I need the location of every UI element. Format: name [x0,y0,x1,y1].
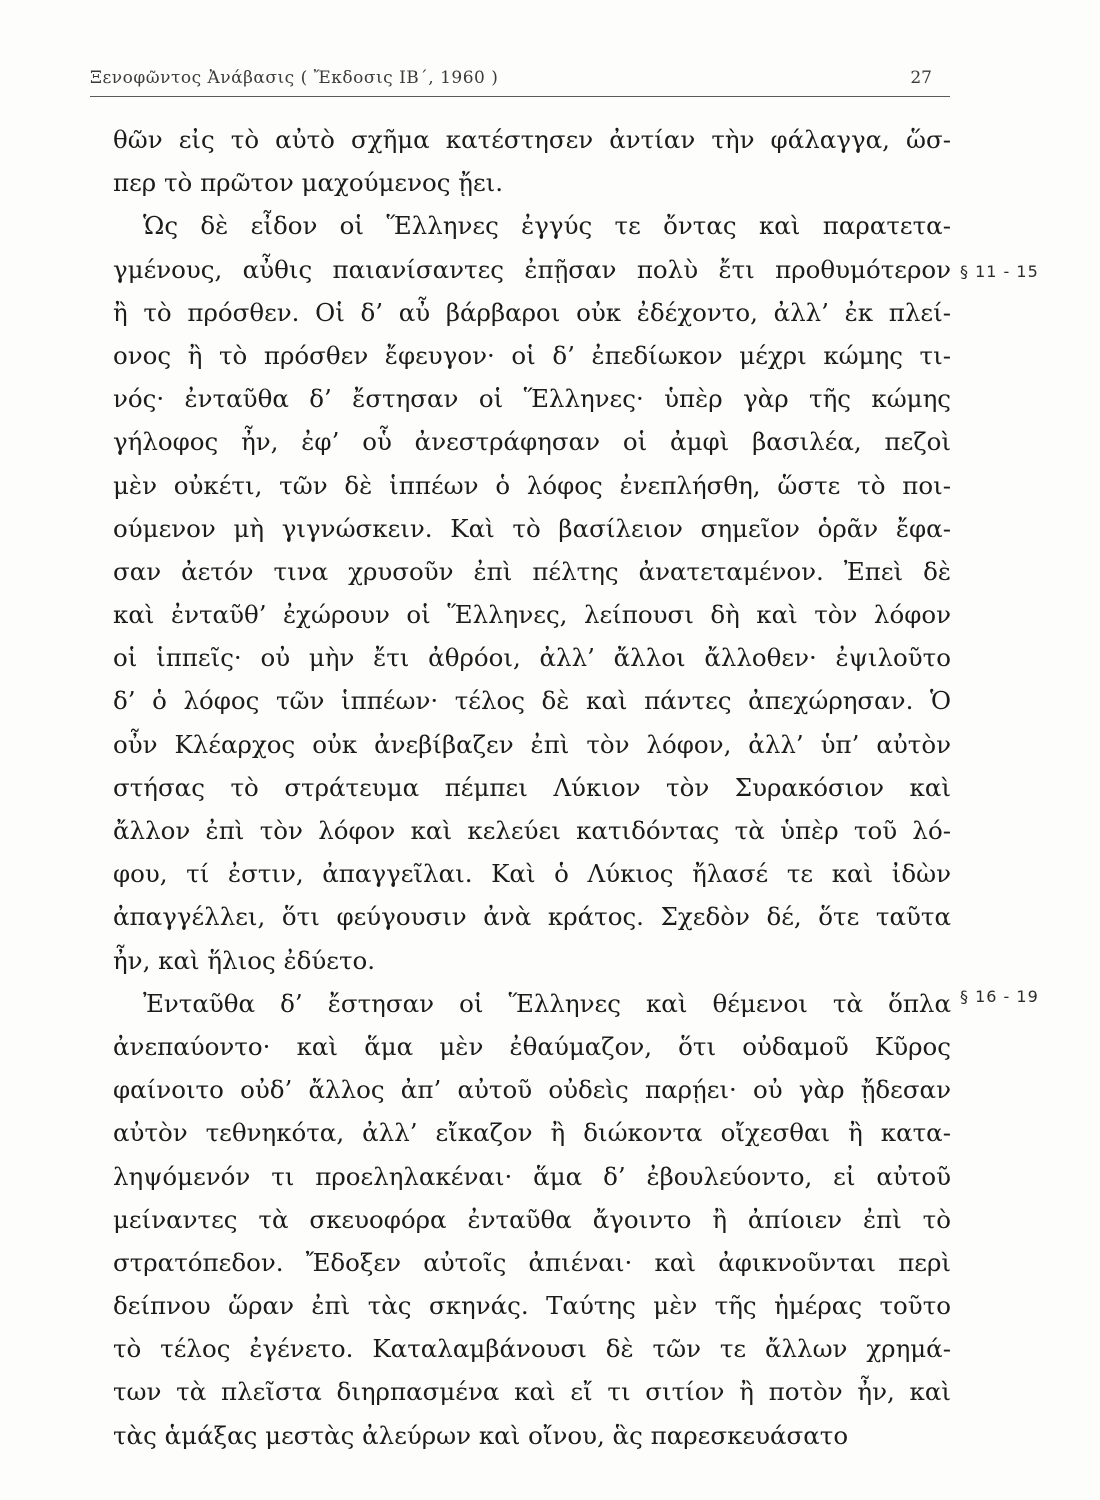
text-line: ονος ἢ τὸ πρόσθεν ἔφευγον· οἱ δ’ ἐπεδίωκον μέχρι κώμης τι- [113,340,951,370]
text-line: ἄλλον ἐπὶ τὸν λόφον καὶ κελεύει κατιδόντας τὰ ὑπὲρ τοῦ λό- [113,816,951,845]
text-line: γμένους, αὖθις παιανίσαντες ἐπῇσαν πολὺ ἔτι προθυμότερον [113,254,951,284]
section-ref: § 16 - 19 [960,987,1039,1006]
text-line: των τὰ πλεῖστα διηρπασμένα καὶ εἴ τι σιτίον ἢ ποτὸν ἦν, καὶ [113,1377,951,1407]
section-ref: § 11 - 15 [960,262,1039,281]
text-line: καὶ ἐνταῦθ’ ἐχώρουν οἱ Ἕλληνες, λείπουσι δὴ καὶ τὸν λόφον [113,600,951,630]
text-line: οἱ ἱππεῖς· οὐ μὴν ἔτι ἀθρόοι, ἀλλ’ ἄλλοι ἄλλοθεν· ἐψιλοῦτο [113,643,951,673]
text-line: ἀνεπαύοντο· καὶ ἅμα μὲν ἐθαύμαζον, ὅτι οὐδαμοῦ Κῦρος [113,1031,951,1061]
running-title: Ξενοφῶντος Ἀνάβασις ( Ἔκδοσις ΙΒ΄, 1960 ) [90,68,499,88]
text-line: ἢ τὸ πρόσθεν. Οἱ δ’ αὖ βάρβαροι οὐκ ἐδέχοντο, ἀλλ’ ἐκ πλεί- [113,297,951,327]
text-line: φαίνοιτο οὐδ’ ἄλλος ἀπ’ αὐτοῦ οὐδεὶς παρῄει· οὐ γὰρ ᾔδεσαν [113,1075,951,1105]
text-line: Ἐνταῦθα δ’ ἔστησαν οἱ Ἕλληνες καὶ θέμενοι τὰ ὅπλα [143,988,951,1018]
text-line: γήλοφος ἦν, ἐφ’ οὗ ἀνεστράφησαν οἱ ἀμφὶ βασιλέα, πεζοὶ [113,427,951,457]
text-line: φου, τί ἐστιν, ἀπαγγεῖλαι. Καὶ ὁ Λύκιος ἤλασέ τε καὶ ἰδὼν [113,859,951,889]
text-line: αὐτὸν τεθνηκότα, ἀλλ’ εἴκαζον ἢ διώκοντα οἴχεσθαι ἢ κατα- [113,1118,951,1148]
text-line: νός· ἐνταῦθα δ’ ἔστησαν οἱ Ἕλληνες· ὑπὲρ γὰρ τῆς κώμης [113,384,951,414]
text-line: σαν ἀετόν τινα χρυσοῦν ἐπὶ πέλτης ἀνατεταμένον. Ἐπεὶ δὲ [113,556,951,586]
text-line: μείναντες τὰ σκευοφόρα ἐνταῦθα ἄγοιντο ἢ ἀπίοιεν ἐπὶ τὸ [113,1204,951,1234]
text-line: περ τὸ πρῶτον μαχούμενος ᾔει. [113,168,504,198]
text-line: οὖν Κλέαρχος οὐκ ἀνεβίβαζεν ἐπὶ τὸν λόφον, ἀλλ’ ὑπ’ αὐτὸν [113,729,951,759]
text-line: ούμενον μὴ γιγνώσκειν. Καὶ τὸ βασίλειον σημεῖον ὁρᾶν ἔφα- [113,513,951,543]
text-line: ληψόμενόν τι προεληλακέναι· ἅμα δ’ ἐβουλεύοντο, εἰ αὐτοῦ [113,1161,951,1191]
text-line: στρατόπεδον. Ἔδοξεν αὐτοῖς ἀπιέναι· καὶ ἀφικνοῦνται περὶ [113,1247,951,1277]
text-line: τὰς ἁμάξας μεστὰς ἀλεύρων καὶ οἴνου, ἃς παρεσκευάσατο [113,1420,849,1450]
text-line: ἀπαγγέλλει, ὅτι φεύγουσιν ἀνὰ κράτος. Σχεδὸν δέ, ὅτε ταῦτα [113,902,951,932]
text-line: μὲν οὐκέτι, τῶν δὲ ἱππέων ὁ λόφος ἐνεπλήσθη, ὥστε τὸ ποι- [113,470,951,500]
body-text [113,118,951,1457]
text-line: δείπνου ὥραν ἐπὶ τὰς σκηνάς. Ταύτης μὲν τῆς ἡμέρας τοῦτο [113,1291,951,1321]
text-line: Ὡς δὲ εἶδον οἱ Ἕλληνες ἐγγύς τε ὄντας καὶ παρατετα- [143,211,951,241]
text-line: στήσας τὸ στράτευμα πέμπει Λύκιον τὸν Συρακόσιον καὶ [113,772,951,802]
page-number: 27 [910,68,932,88]
text-line: τὸ τέλος ἐγένετο. Καταλαμβάνουσι δὲ τῶν τε ἄλλων χρημά- [113,1334,951,1364]
text-line: δ’ ὁ λόφος τῶν ἱππέων· τέλος δὲ καὶ πάντες ἀπεχώρησαν. Ὁ [113,686,951,716]
text-line: θῶν εἰς τὸ αὐτὸ σχῆμα κατέστησεν ἀντίαν τὴν φάλαγγα, ὥσ- [113,125,951,154]
text-line: ἦν, καὶ ἥλιος ἐδύετο. [113,945,376,975]
running-head [90,62,950,97]
